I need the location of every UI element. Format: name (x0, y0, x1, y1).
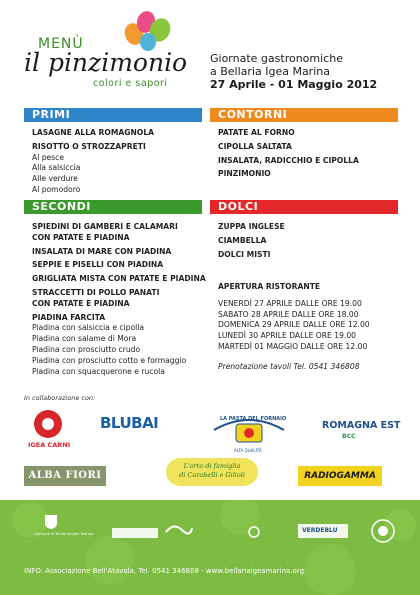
list-item: Al pesce (32, 152, 65, 162)
association-seal-icon (370, 518, 396, 544)
event-dates: 27 Aprile - 01 Maggio 2012 (210, 78, 378, 91)
list-item: ZUPPA INGLESE (218, 222, 285, 231)
igea-circle-icon (34, 410, 62, 438)
list-item: INSALATA, RADICCHIO E CIPOLLA (218, 155, 359, 165)
romagna-est-label: ROMAGNA EST (322, 420, 401, 431)
list-item: INSALATA DI MARE CON PIADINA (32, 246, 172, 256)
radiogamma-logo: RADIOGAMMA (298, 466, 382, 486)
orto-di-famiglia-logo (166, 458, 258, 486)
list-item: PATATE AL FORNO (218, 128, 295, 137)
list-item: GRIGLIATA MISTA CON PATATE E PIADINA (32, 274, 206, 284)
list-item: RISOTTO O STROZZAPRETI (32, 141, 146, 151)
list-item: SEPPIE E PISELLI CON PIADINA (32, 260, 164, 270)
orto-line-1: L'orto di famiglia (183, 462, 241, 470)
pasta-fornaio-logo (206, 408, 292, 458)
list-item: Piadina con prosciutto crudo (32, 344, 141, 354)
list-item: PINZIMONIO (218, 169, 271, 179)
pasta-sub-label: ALTA QUALITÀ (234, 448, 262, 453)
primi-list (32, 128, 154, 196)
list-item: Piadina con prosciutto cotto e formaggio (32, 355, 187, 365)
event-info (210, 52, 377, 91)
bcc-label: BCC (342, 433, 356, 440)
list-item: LASAGNE ALLA ROMAGNOLA (32, 128, 155, 137)
alba-fiori-logo: ALBA FIORI (24, 466, 106, 486)
list-item: PIADINA FARCITA (32, 312, 106, 322)
list-item: Piadina con salame di Mora (32, 334, 137, 344)
footer-logo-swirl-icon (164, 522, 194, 538)
pasta-label: LA PASTA DEL FORNAIO (220, 416, 287, 422)
flower-logo-icon (120, 6, 172, 54)
contorni-heading: CONTORNI (210, 108, 398, 122)
opening-line: SABATO 28 APRILE DALLE ORE 18.00 (218, 309, 359, 319)
opening-line: LUNEDÌ 30 APRILE DALLE ORE 19.00 (218, 331, 356, 341)
list-item: Piadina con squacquerone e rucola (32, 366, 165, 376)
footer-info: INFO: Associazione Bell'Atavola, Tel. 0541 346808 - www.bellariaigeamarina.org (24, 567, 305, 575)
comune-label: Comune di Bellaria Igea Marina (34, 531, 94, 536)
blubai-logo (100, 414, 168, 448)
footer-logo-box (112, 528, 158, 538)
list-item: CIAMBELLA (218, 235, 267, 245)
orto-line-2: di Carabelli e Gilioli (179, 471, 245, 479)
comune-crest-icon (44, 514, 58, 530)
opening-hours (218, 282, 370, 353)
page-subtitle: colori e sapori (93, 78, 168, 89)
romagna-est-logo (322, 420, 402, 450)
dolci-heading: DOLCI (210, 200, 398, 214)
list-item: SPIEDINI DI GAMBERI E CALAMARI (32, 222, 178, 231)
opening-line: MARTEDÌ 01 MAGGIO DALLE ORE 12.00 (218, 341, 368, 351)
igea-carni-logo (28, 410, 86, 452)
dolci-list (218, 222, 285, 260)
event-line-1: Giornate gastronomiche (210, 52, 343, 65)
list-item: DOLCI MISTI (218, 249, 271, 259)
footer-band (0, 500, 420, 595)
list-item: Piadina con salsiccia e cipolla (32, 323, 145, 333)
list-item: Alle verdure (32, 174, 78, 184)
list-item: STRACCETTI DI POLLO PANATI (32, 287, 160, 297)
menu-label: MENÙ (38, 36, 84, 52)
secondi-list (32, 222, 206, 377)
opening-line: VENERDÌ 27 APRILE DALLE ORE 19.00 (218, 298, 362, 308)
contorni-list (218, 128, 359, 180)
event-line-2: a Bellaria Igea Marina (210, 65, 330, 78)
list-item: Alla salsiccia (32, 163, 81, 173)
camera-commercio-icon (248, 526, 260, 538)
list-item: CON PATATE E PIADINA (32, 232, 130, 242)
igea-carni-label: IGEA CARNI (28, 441, 71, 449)
page-title: il pinzimonio (24, 48, 188, 77)
opening-hours-title: APERTURA RISTORANTE (218, 282, 321, 291)
opening-line: DOMENICA 29 APRILE DALLE ORE 12.00 (218, 320, 370, 330)
blubai-label: BLUBAI (100, 414, 159, 432)
footer-pattern-icon (0, 500, 420, 595)
list-item: Al pomodoro (32, 184, 81, 194)
secondi-heading: SECONDI (24, 200, 202, 214)
verdeblu-label: VERDEBLU (302, 527, 338, 534)
list-item: CON PATATE E PIADINA (32, 298, 130, 308)
reservation-note: Prenotazione tavoli Tel. 0541 346808 (218, 362, 360, 371)
sponsors-intro: In collaborazione con: (24, 394, 96, 402)
primi-heading: PRIMI (24, 108, 202, 122)
list-item: CIPOLLA SALTATA (218, 141, 292, 151)
